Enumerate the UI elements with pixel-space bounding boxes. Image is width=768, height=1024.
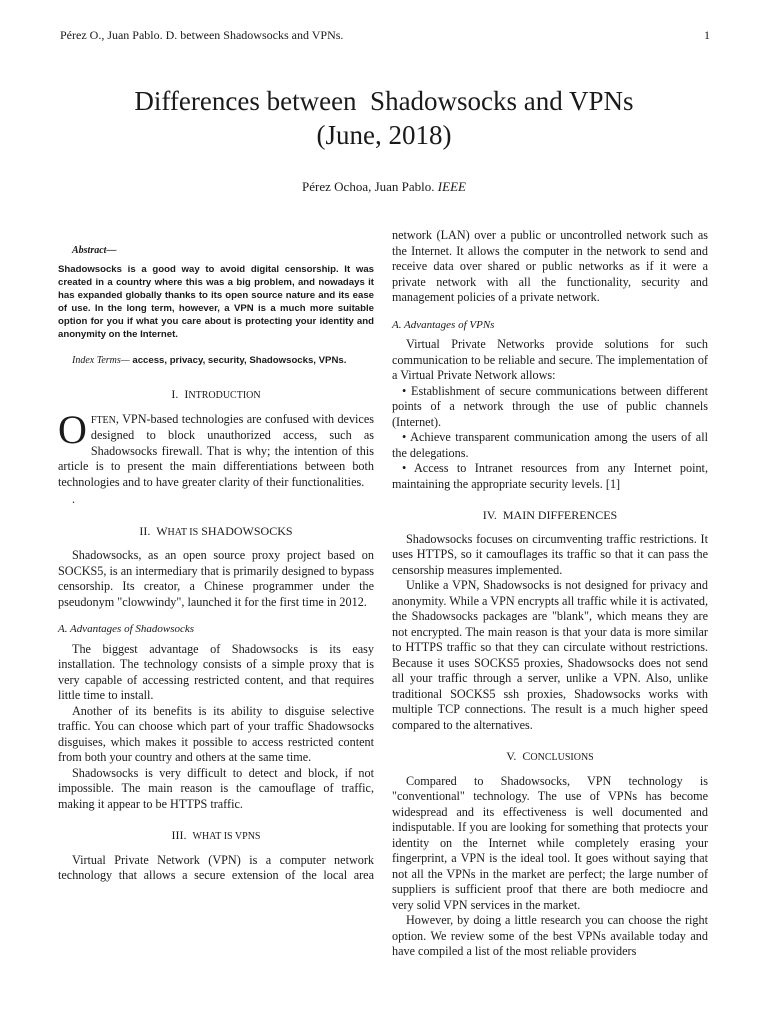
conclusions-paragraph-2: However, by doing a little research you can choose the right option. We review some of the best VPNs available today and have compiled a list of the most reliable providers [392, 913, 708, 958]
paper-title [0, 84, 768, 152]
left-column [58, 228, 374, 884]
stray-dot: . [72, 492, 76, 506]
section-heading-shadowsocks: II. WHAT IS SHADOWSOCKS [139, 523, 293, 538]
differences-paragraph-1: Shadowsocks focuses on circumventing traffic restrictions. It uses HTTPS, so it camouflages its traffic so that it can pass the censorship measures implemented. [392, 531, 708, 577]
differences-paragraph-2: Unlike a VPN, Shadowsocks is not designed for privacy and anonymity. While a VPN encrypts all traffic while it is activated, the Shadowsocks packages are "blank", which means they are not encrypted. The main reason is that your data is more similar to HTTPS traffic so that they can circulate without restrictions. Because it uses SOCKS5 proxies, Shadowsocks does not send all your traffic through a server, unlike a VPN. Also, unlike traditional SOCKS5 ssh proxies, Shadowsocks works with multiple TCP connections. The result is a much higher speed compared to the alternatives. [392, 578, 709, 732]
vpn-bullet-1: • Establishment of secure communications between different points of a network through the use of public channels (Internet). [392, 383, 708, 429]
subsection-advantages-shadowsocks: A. Advantages of Shadowsocks [58, 623, 195, 635]
vpn-bullet-2: • Achieve transparent communication among the users of all the delegations. [392, 430, 708, 460]
vpn-bullet-3: • Access to Intranet resources from any Internet point, maintaining the appropriate security levels. [1] [392, 461, 708, 491]
running-head: Pérez O., Juan Pablo. D. between Shadowsocks and VPNs. [60, 28, 344, 42]
author-line [0, 179, 768, 195]
shadowsocks-paragraph-4: Shadowsocks is very difficult to detect and block, if not impossible. The main reason is the camouflage of traffic, making it appear to be HTTPS traffic. [58, 765, 374, 811]
index-terms [58, 354, 374, 367]
author-name: Pérez Ochoa, Juan Pablo. [302, 179, 435, 194]
page-number: 1 [704, 28, 710, 42]
shadowsocks-paragraph-3: Another of its benefits is its ability to disguise selective traffic. You can choose which part of your traffic Shadowsocks disguises, which makes it possible to access restricted content from both your country and others at the same time. [58, 703, 374, 764]
vpn-paragraph-2: Virtual Private Networks provide solutions for such communication to be reliable and secure. The implementation of a Virtual Private Network allows: [392, 337, 708, 382]
section-heading-introduction: I. INTRODUCTION [171, 387, 261, 401]
abstract-text: Shadowsocks is a good way to avoid digital censorship. It was created in a country where this was a big problem, and nowadays it has expanded globally thanks to its open source nature and its ease of use. In the long term, however, a VPN is a much more suitable option for you if what you care about is protecting your identity and anonymity on the Internet. [58, 264, 374, 340]
vpn-paragraph-1-continued: network (LAN) over a public or uncontrolled network such as the Internet. It allows the computer in the network to send and receive data over shared or public networks as if it were a private network with all the functionality, security and management policies of a private network. [392, 228, 708, 304]
index-terms-text: access, privacy, security, Shadowsocks, VPNs. [129, 355, 347, 366]
drop-cap: O [58, 406, 87, 452]
right-column [392, 228, 708, 960]
title-line-1: Differences between Shadowsocks and VPNs [134, 86, 634, 116]
title-line-2: (June, 2018) [316, 120, 452, 150]
abstract [58, 244, 374, 341]
vpn-paragraph-1: Virtual Private Network (VPN) is a computer network technology that allows a secure extension of the local area [58, 852, 374, 882]
index-terms-label: Index Terms— [72, 355, 130, 366]
subsection-advantages-vpns: A. Advantages of VPNs [392, 318, 495, 331]
section-heading-conclusions: V. CONCLUSIONS [506, 749, 594, 763]
shadowsocks-paragraph-1: Shadowsocks, as an open source proxy project based on SOCKS5, is an intermediary that is primarily designed to bypass censorship. Its creator, a Chinese programmer under the pseudonym "clowwindy", launched it for the first time in 2012. [58, 548, 374, 609]
author-affiliation: IEEE [437, 179, 466, 194]
shadowsocks-paragraph-2: The biggest advantage of Shadowsocks is its easy installation. The technology consists of a simple proxy that is very capable of accessing restricted content, and that requires little time to install. [58, 641, 374, 702]
section-heading-vpns: III. WHAT IS VPNS [171, 828, 261, 842]
section-heading-main-differences: IV. MAIN DIFFERENCES [482, 508, 618, 522]
conclusions-paragraph-1: Compared to Shadowsocks, VPN technology is "conventional" technology. The use of VPNs has become widespread and its effectiveness is well documented and indisputable. If you are looking for something that protects your identity on the Internet while completely erasing your fingerprint, a VPN is the ideal tool. It goes without saying that not all the VPNs in the market are perfect; the large number of suppliers is sufficient proof that there are both mediocre and very solid VPN services in the market. [392, 773, 708, 912]
abstract-label: Abstract— [72, 245, 117, 256]
introduction-paragraph: OFTEN, VPN-based technologies are confused with devices designed to block unauthorized access, such as Shadowsocks firewall. That is why; the intention of this article is to present the main differentiations between both technologies and to have greater clarity of their functionalities. [58, 406, 374, 489]
